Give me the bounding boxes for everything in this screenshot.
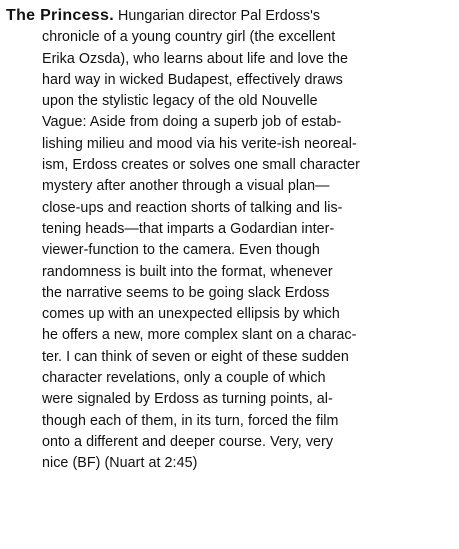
- review-line: close-ups and reaction shorts of talking and lis-: [42, 199, 343, 216]
- review-line: Erika Ozsda), who learns about life and love the: [42, 50, 348, 67]
- review-line: lishing milieu and mood via his verite-ish neoreal-: [42, 135, 357, 152]
- review-line: ter. I can think of seven or eight of these sudden: [42, 348, 349, 365]
- review-line: randomness is built into the format, whenever: [42, 263, 333, 280]
- review-line: nice (BF) (Nuart at 2:45): [42, 455, 198, 472]
- review-line: onto a different and deeper course. Very, very: [42, 433, 334, 450]
- review-line: hard way in wicked Budapest, effectively draws: [42, 71, 343, 88]
- review-line: were signaled by Erdoss as turning points, al-: [42, 391, 333, 408]
- review-line: though each of them, in its turn, forced the film: [42, 412, 339, 429]
- review-line: the narrative seems to be going slack Erdoss: [42, 284, 330, 301]
- review-line: comes up with an unexpected ellipsis by which: [42, 306, 340, 323]
- review-line: ism, Erdoss creates or solves one small character: [42, 157, 360, 174]
- review-line: [6, 5, 454, 27]
- review-title: The Princess.: [6, 7, 114, 24]
- review-line: viewer-function to the camera. Even though: [42, 242, 320, 259]
- review-line: Vague: Aside from doing a superb job of estab-: [42, 114, 342, 131]
- review-paragraph: [6, 5, 454, 475]
- review-line: character revelations, only a couple of which: [42, 370, 326, 387]
- review-line: he offers a new, more complex slant on a charac-: [42, 327, 357, 344]
- review-text: Hungarian director Pal Erdoss's: [117, 8, 321, 24]
- review-line: chronicle of a young country girl (the excellent: [42, 29, 336, 46]
- review-line: tening heads—that imparts a Godardian inter-: [42, 220, 335, 237]
- review-line: mystery after another through a visual plan—: [42, 178, 330, 195]
- review-line: upon the stylistic legacy of the old Nouvelle: [42, 93, 318, 110]
